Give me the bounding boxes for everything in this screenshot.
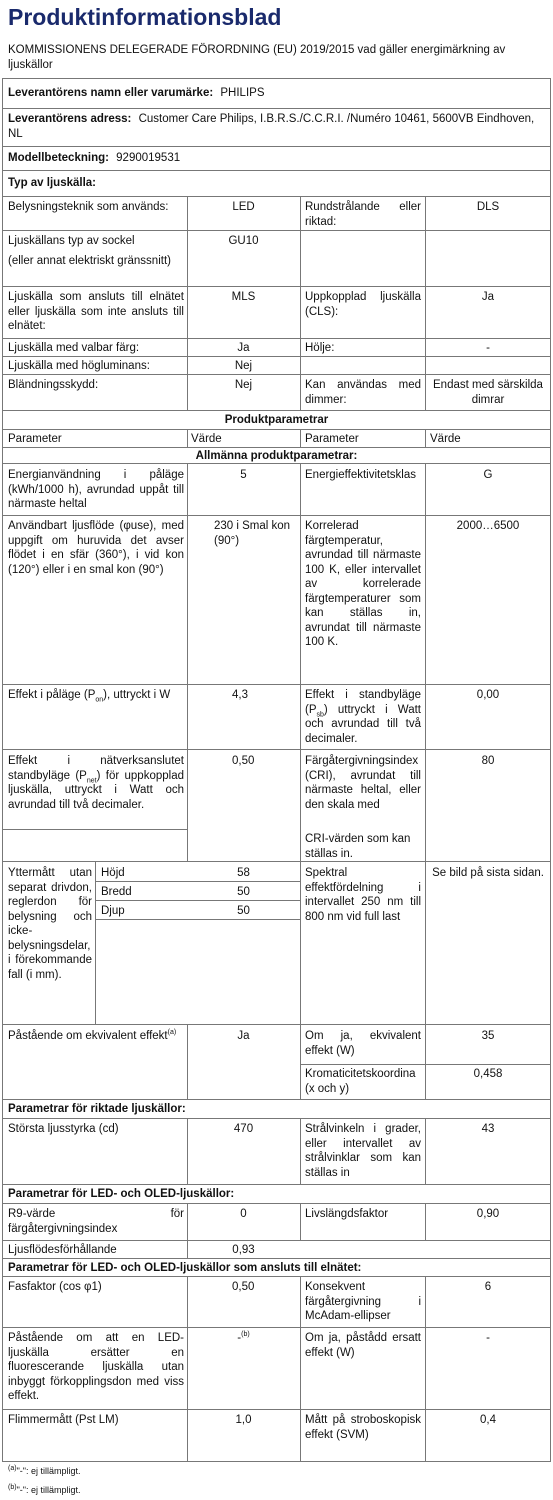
cri-value: 80 xyxy=(481,755,495,767)
col-param-1: Parameter xyxy=(8,433,62,445)
cls-label: Uppkopplad ljuskälla (CLS): xyxy=(305,291,421,318)
claim-label: Påstående om ekvivalent effekt$^{(a)}$ xyxy=(8,1029,177,1042)
envelope-value: - xyxy=(486,342,490,354)
class-label: Energieffektivitetsklas xyxy=(305,469,417,481)
pon-value: 4,3 xyxy=(232,689,248,701)
svm-label: Mått på stroboskopisk effekt (SVM) xyxy=(305,1414,421,1441)
envelope-label: Hölje: xyxy=(305,342,335,354)
height-value: 58 xyxy=(237,867,250,879)
replace-eq-value: - xyxy=(486,1332,490,1344)
flux-value: 230 i Smal kon (90°) xyxy=(214,520,291,547)
col-value-1: Värde xyxy=(191,433,222,445)
replace-label: Påstående om att en LED-ljuskälla ersätter en fluorescerande ljuskälla utan inbyggt förkopplingsdon med viss effekt. xyxy=(8,1332,184,1402)
r9-value: 0 xyxy=(240,1208,247,1220)
psb-label: Effekt i standbyläge $(P_{sb})$ uttryckt i Watt och avrundad till två decimaler. xyxy=(305,689,421,745)
general-heading: Allmänna produktparametrar: xyxy=(195,450,358,462)
supplier-name: PHILIPS xyxy=(220,87,265,99)
equiv-value: 35 xyxy=(481,1030,495,1042)
energy-label: Energianvändning i påläge (kWh/1000 h), avrundad uppåt till närmaste heltal xyxy=(8,469,184,510)
replace-eq-label: Om ja, påstådd ersatt effekt (W) xyxy=(305,1332,421,1359)
class-value: G xyxy=(483,469,493,481)
cap-value: GU10 xyxy=(228,235,259,247)
nondir-label: Rundstrålande eller riktad: xyxy=(305,201,421,228)
colour-value: Ja xyxy=(237,342,250,354)
cap-label: Ljuskällans typ av sockel xyxy=(8,235,135,247)
height-label: Höjd xyxy=(101,867,125,879)
supplier-address-label: Leverantörens adress: xyxy=(8,113,132,125)
footnote-a: $^{(a)}$"-": ej tillämpligt. xyxy=(8,1465,81,1476)
lumen-value: 0,93 xyxy=(232,1244,255,1256)
model-row xyxy=(8,151,180,166)
flux-label: Användbart ljusflöde (φuse), med uppgift om huruvida det avser flödet i en sfär (360°), i vid kon (120°) eller i en smal kon (90°) xyxy=(8,520,184,576)
cri-label: Färgåtergivningsindex (CRI), avrundat till närmaste heltal, eller den skala med xyxy=(305,755,421,811)
nondir-value: DLS xyxy=(476,201,500,213)
cap-sub-label: (eller annat elektriskt gränssnitt) xyxy=(8,255,171,267)
supplier-address: Customer Care Philips, I.B.R.S./C.C.R.I. /Numéro 10461, 5600VB Eindhoven, NL xyxy=(8,113,535,140)
supplier-address-row xyxy=(8,112,543,141)
cct-label: Korrelerad färgtemperatur, avrundad till närmaste 100 K, eller intervallet av korrelerade färgtemperaturer som kan ställas in, avrundat till närmaste 100 K. xyxy=(305,520,421,648)
footnote-b: $^{(b)}$"-": ej tillämpligt. xyxy=(8,1484,81,1495)
cct-value: 2000…6500 xyxy=(456,520,520,532)
spd-value: Se bild på sista sidan. xyxy=(432,867,544,879)
glare-value: Nej xyxy=(234,379,253,391)
consistency-value: 6 xyxy=(484,1281,492,1293)
glare-label: Bländningsskydd: xyxy=(8,379,99,391)
pf-value: 0,50 xyxy=(232,1281,255,1293)
hl-value: Nej xyxy=(234,360,253,372)
lumen-label: Ljusflödesförhållande xyxy=(8,1244,117,1256)
chroma-value: 0,458 xyxy=(473,1068,503,1080)
tech-value: LED xyxy=(232,201,255,213)
r9-label: R9-värde för färgåtergivningsindex xyxy=(8,1208,184,1235)
dimmer-label: Kan användas med dimmer: xyxy=(305,379,421,406)
spd-label: Spektral effektfördelning i intervallet 250 nm till 800 nm vid full last xyxy=(305,867,421,923)
cls-value: Ja xyxy=(481,291,495,303)
colour-label: Ljuskälla med valbar färg: xyxy=(8,342,140,354)
type-heading: Typ av ljuskälla: xyxy=(8,177,96,189)
peak-value: 470 xyxy=(233,1123,254,1135)
chroma-label: Kromaticitetskoordina (x och y) xyxy=(305,1068,416,1095)
pnet-label: Effekt i nätverksanslutet standbyläge $(P_{net})$ för uppkopplad ljuskälla, uttryckt i Watt och avrundad till två decimaler. xyxy=(8,755,184,811)
pnet-value: 0,50 xyxy=(232,755,255,767)
model-label: Modellbeteckning: xyxy=(8,152,109,164)
col-param-2: Parameter xyxy=(305,433,359,445)
beam-label: Strålvinkeln i grader, eller intervallet av strålvinklar som kan ställas in xyxy=(305,1123,421,1179)
depth-value: 50 xyxy=(237,905,250,917)
energy-value: 5 xyxy=(240,469,247,481)
consistency-label: Konsekvent färgåtergivning i McAdam-ellipser xyxy=(305,1281,421,1322)
peak-label: Största ljusstyrka (cd) xyxy=(8,1123,119,1135)
supplier-name-row xyxy=(8,86,265,101)
pon-label: Effekt i påläge $(P_{on})$, uttryckt i W xyxy=(8,689,171,704)
survival-label: Livslängdsfaktor xyxy=(305,1208,389,1220)
replace-value: -$^{(b)}$ xyxy=(237,1331,250,1344)
model-value: 9290019531 xyxy=(116,152,181,164)
psb-value: 0,00 xyxy=(476,689,500,701)
dims-label: Yttermått utan separat drivdon, reglerdon för belysning och icke-belysningsdelar, i förekommande fall (i mm). xyxy=(8,867,92,981)
survival-value: 0,90 xyxy=(476,1208,500,1220)
flicker-label: Flimmermått (Pst LM) xyxy=(8,1414,119,1426)
cri-label-2: CRI-värden som kan ställas in. xyxy=(305,833,411,860)
svm-value: 0,4 xyxy=(480,1414,496,1426)
depth-label: Djup xyxy=(101,905,125,917)
regulation-text: KOMMISSIONENS DELEGERADE FÖRORDNING (EU) 2019/2015 vad gäller energimärkning av ljuskällor xyxy=(8,44,506,71)
col-value-2: Värde xyxy=(430,433,461,445)
claim-value: Ja xyxy=(237,1030,250,1042)
flicker-value: 1,0 xyxy=(235,1414,252,1426)
directional-heading: Parametrar för riktade ljuskällor: xyxy=(8,1103,186,1115)
width-value: 50 xyxy=(237,886,250,898)
hl-label: Ljuskälla med högluminans: xyxy=(8,360,150,372)
equiv-label: Om ja, ekvivalent effekt (W) xyxy=(305,1030,421,1057)
params-heading: Produktparametrar xyxy=(224,414,329,426)
mains-label: Ljuskälla som ansluts till elnätet eller ljuskälla som inte ansluts till elnätet: xyxy=(8,291,184,332)
page-title: Produktinformationsblad xyxy=(8,4,282,30)
tech-label: Belysningsteknik som används: xyxy=(8,201,169,213)
supplier-name-label: Leverantörens namn eller varumärke: xyxy=(8,87,214,99)
dimmer-value: Endast med särskilda dimrar xyxy=(433,379,543,406)
led-heading: Parametrar för LED- och OLED-ljuskällor: xyxy=(8,1188,235,1200)
pf-label: Fasfaktor (cos φ1) xyxy=(8,1281,102,1293)
beam-value: 43 xyxy=(481,1123,495,1135)
width-label: Bredd xyxy=(101,886,132,898)
mains-value: MLS xyxy=(231,291,256,303)
led-mains-heading: Parametrar för LED- och OLED-ljuskällor som ansluts till elnätet: xyxy=(8,1262,362,1274)
